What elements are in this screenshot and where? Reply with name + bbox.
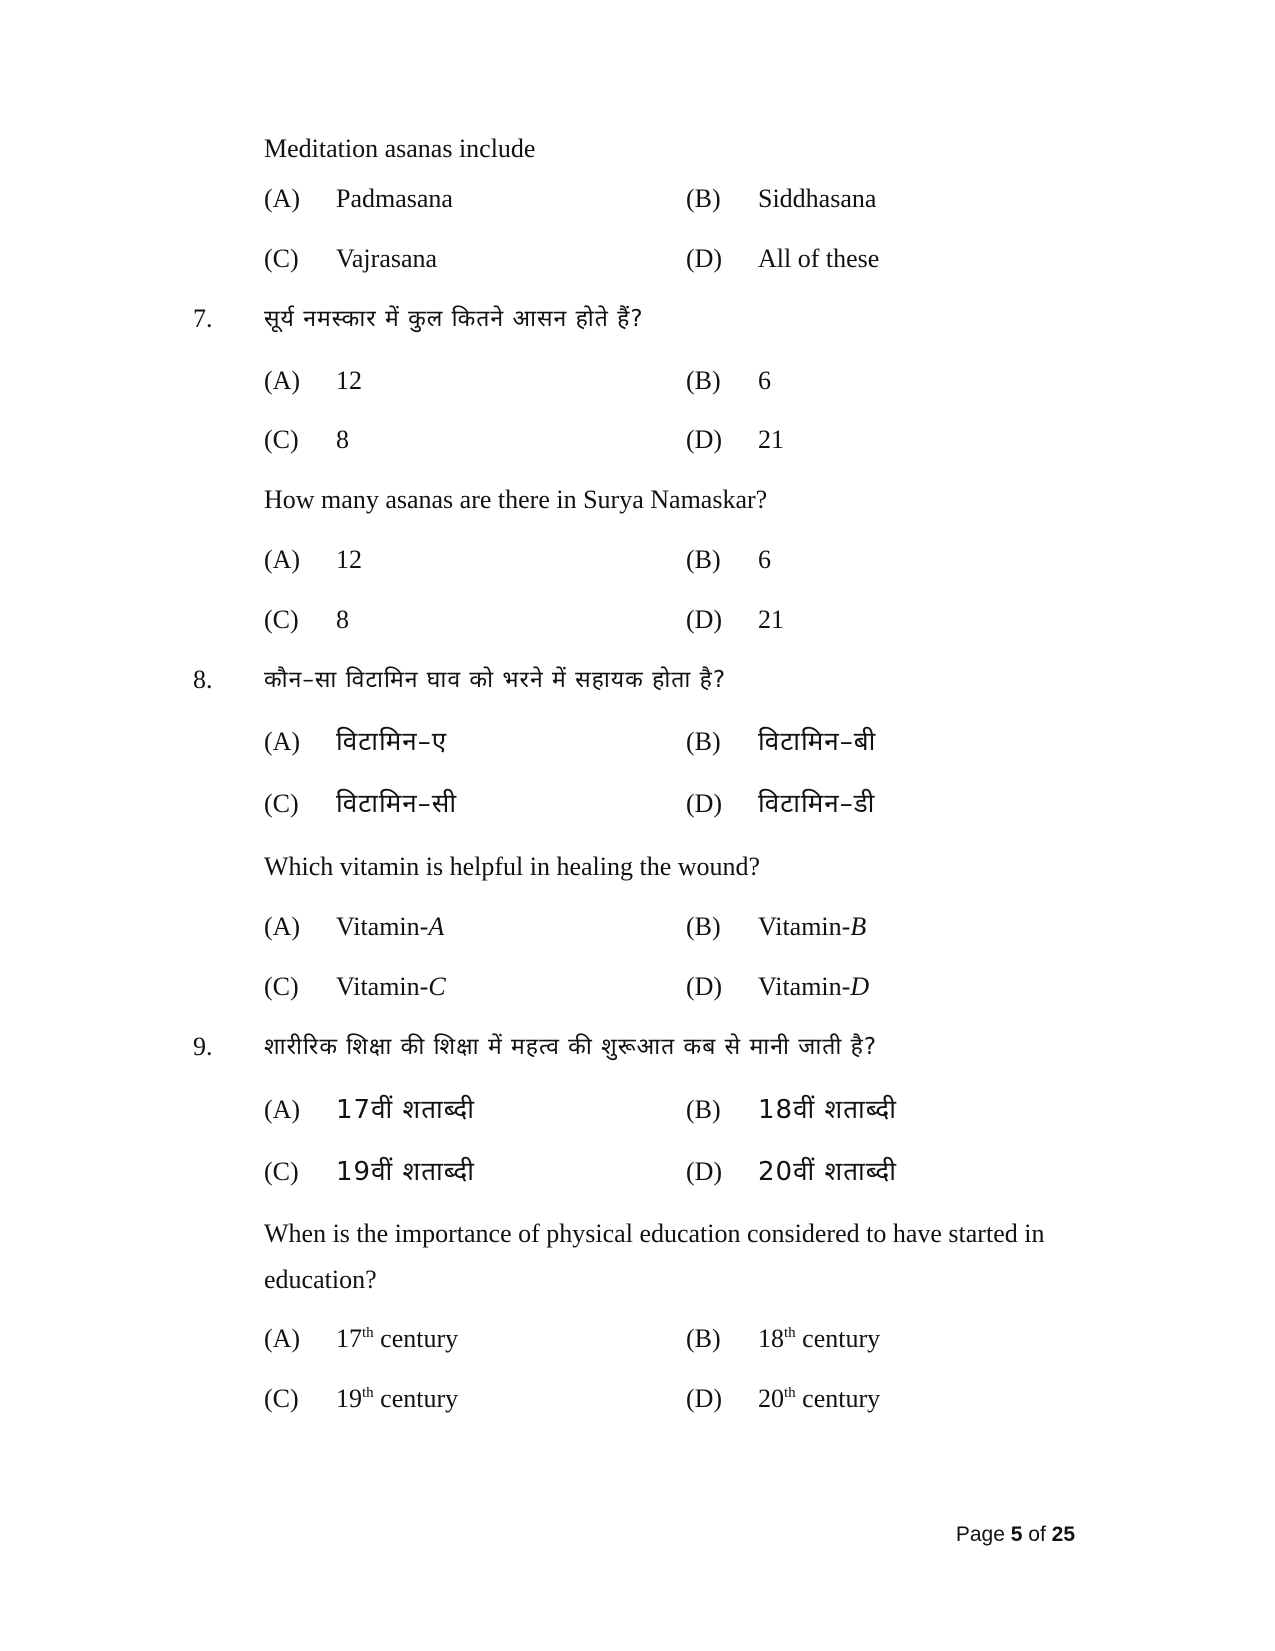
q8-en-option-a-letter: (A) xyxy=(264,912,301,941)
q6-en-option-c-letter: (C) xyxy=(264,244,299,273)
q8-en-option-b-text: Vitamin-B xyxy=(758,912,867,941)
q8-hi-option-d-text: विटामिन–डी xyxy=(758,789,876,819)
q9-en-option-a-text: 17th century xyxy=(336,1324,459,1353)
q9-en-option-c-text: 19th century xyxy=(336,1384,459,1413)
page-number: Page 5 of 25 xyxy=(955,1523,1075,1546)
q8-en-option-a-text: Vitamin-A xyxy=(336,912,445,941)
q7-en-option-c-text: 8 xyxy=(336,605,349,634)
q6-en-option-a-letter: (A) xyxy=(264,184,301,213)
q9-en-option-b-text: 18th century xyxy=(758,1324,881,1353)
q8-en-option-d-letter: (D) xyxy=(686,972,723,1001)
q6-en-option-b-text: Siddhasana xyxy=(758,184,877,213)
q7-hi-option-a-letter: (A) xyxy=(264,366,301,395)
q9-hi-option-c-letter: (C) xyxy=(264,1157,299,1186)
q8-hi-option-c-text: विटामिन–सी xyxy=(336,789,458,819)
q9-stem-hi: शारीरिक शिक्षा की शिक्षा में महत्व की शुरूआत कब से मानी जाती है? xyxy=(264,1034,878,1060)
q9-en-option-a-letter: (A) xyxy=(264,1324,301,1353)
q9-en-option-d-letter: (D) xyxy=(686,1384,723,1413)
q7-hi-option-b-letter: (B) xyxy=(686,366,721,395)
q9-number: 9. xyxy=(193,1032,213,1061)
q9-hi-option-b-letter: (B) xyxy=(686,1095,721,1124)
q7-en-option-d-text: 21 xyxy=(758,605,784,634)
q9-hi-option-d-text: 20वीं शताब्दी xyxy=(758,1157,897,1187)
q8-number: 8. xyxy=(193,665,213,694)
q8-stem-hi: कौन–सा विटामिन घाव को भरने में सहायक होता है? xyxy=(264,667,727,693)
q7-en-option-b-letter: (B) xyxy=(686,545,721,574)
q6-en-option-a-text: Padmasana xyxy=(336,184,453,213)
q9-hi-option-c-text: 19वीं शताब्दी xyxy=(336,1157,475,1187)
q8-hi-option-a-text: विटामिन–ए xyxy=(336,727,448,757)
q8-en-option-b-letter: (B) xyxy=(686,912,721,941)
q7-en-option-a-text: 12 xyxy=(336,545,362,574)
q8-en-option-d-text: Vitamin-D xyxy=(758,972,870,1001)
q9-en-option-c-letter: (C) xyxy=(264,1384,299,1413)
q8-en-option-c-letter: (C) xyxy=(264,972,299,1001)
q8-stem-en: Which vitamin is helpful in healing the wound? xyxy=(264,852,761,881)
q7-number: 7. xyxy=(193,304,213,333)
q7-hi-option-c-text: 8 xyxy=(336,425,349,454)
q8-hi-option-b-text: विटामिन–बी xyxy=(758,727,877,757)
q7-hi-option-d-text: 21 xyxy=(758,425,784,454)
q8-hi-option-d-letter: (D) xyxy=(686,789,723,818)
q7-hi-option-a-text: 12 xyxy=(336,366,362,395)
q7-hi-option-b-text: 6 xyxy=(758,366,771,395)
q7-stem-en: How many asanas are there in Surya Namaskar? xyxy=(264,485,768,514)
q6-en-option-c-text: Vajrasana xyxy=(336,244,438,273)
q7-en-option-d-letter: (D) xyxy=(686,605,723,634)
q7-hi-option-d-letter: (D) xyxy=(686,425,723,454)
q8-hi-option-c-letter: (C) xyxy=(264,789,299,818)
q9-en-option-d-text: 20th century xyxy=(758,1384,881,1413)
q6-en-option-b-letter: (B) xyxy=(686,184,721,213)
q9-hi-option-a-text: 17वीं शताब्दी xyxy=(336,1095,475,1125)
q7-en-option-a-letter: (A) xyxy=(264,545,301,574)
q9-en-option-b-letter: (B) xyxy=(686,1324,721,1353)
q9-hi-option-d-letter: (D) xyxy=(686,1157,723,1186)
q9-hi-option-a-letter: (A) xyxy=(264,1095,301,1124)
q6-en-option-d-text: All of these xyxy=(758,244,880,273)
q6-stem-en: Meditation asanas include xyxy=(264,134,536,163)
q8-hi-option-b-letter: (B) xyxy=(686,727,721,756)
q8-hi-option-a-letter: (A) xyxy=(264,727,301,756)
q8-en-option-c-text: Vitamin-C xyxy=(336,972,446,1001)
q7-en-option-c-letter: (C) xyxy=(264,605,299,634)
q7-en-option-b-text: 6 xyxy=(758,545,771,574)
q9-stem-en: When is the importance of physical education considered to have started in education? xyxy=(264,1219,1045,1294)
q9-hi-option-b-text: 18वीं शताब्दी xyxy=(758,1095,897,1125)
q7-stem-hi: सूर्य नमस्कार में कुल कितने आसन होते हैं? xyxy=(264,306,644,332)
q7-hi-option-c-letter: (C) xyxy=(264,425,299,454)
q6-en-option-d-letter: (D) xyxy=(686,244,723,273)
